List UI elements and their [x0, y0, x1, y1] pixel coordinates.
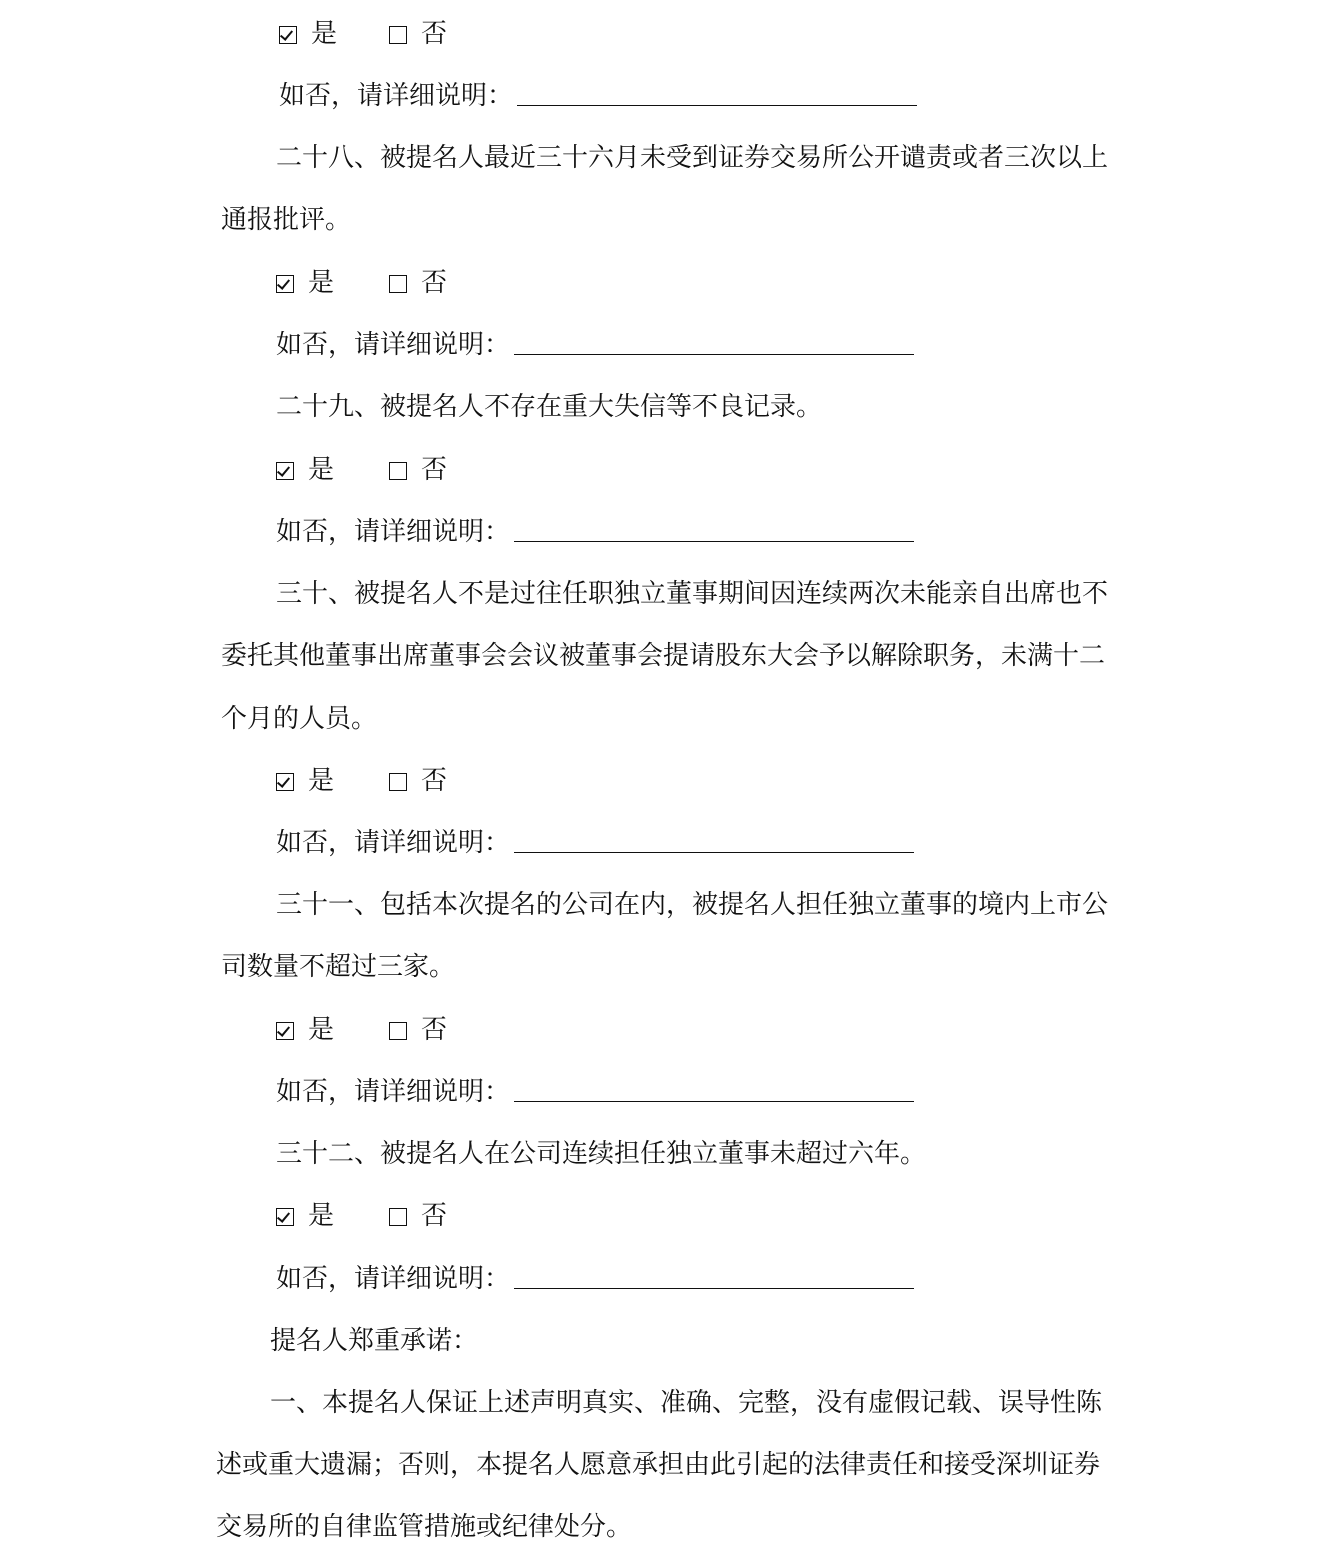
- explain-blank[interactable]: [514, 1260, 914, 1289]
- checked-box-icon[interactable]: [276, 275, 294, 293]
- explain-row-29: 如否，请详细说明：: [276, 512, 914, 552]
- answer-no-32[interactable]: 否: [389, 1196, 447, 1236]
- question-30-line-1: 三十、被提名人不是过往任职独立董事期间因连续两次未能亲自出席也不: [276, 579, 1109, 609]
- explain-blank[interactable]: [514, 824, 914, 853]
- explain-row-prev: 如否，请详细说明：: [279, 76, 917, 116]
- unchecked-box-icon[interactable]: [389, 275, 407, 293]
- question-28-line-2: 通报批评。: [221, 205, 352, 235]
- explain-blank[interactable]: [514, 1073, 914, 1102]
- checked-box-icon[interactable]: [276, 462, 294, 480]
- checked-box-icon[interactable]: [276, 773, 294, 791]
- answer-no-prev[interactable]: 否: [389, 14, 447, 54]
- unchecked-box-icon[interactable]: [389, 26, 407, 44]
- question-31-line-1: 三十一、包括本次提名的公司在内，被提名人担任独立董事的境内上市公: [276, 890, 1109, 920]
- explain-row-31: 如否，请详细说明：: [276, 1072, 914, 1112]
- question-29-line-1: 二十九、被提名人不存在重大失信等不良记录。: [276, 392, 823, 422]
- unchecked-box-icon[interactable]: [389, 1208, 407, 1226]
- pledge-title: 提名人郑重承诺：: [270, 1326, 479, 1356]
- question-30-line-2: 委托其他董事出席董事会会议被董事会提请股东大会予以解除职务，未满十二: [221, 641, 1106, 671]
- question-32-line-1: 三十二、被提名人在公司连续担任独立董事未超过六年。: [276, 1139, 927, 1169]
- explain-blank[interactable]: [514, 513, 914, 542]
- explain-blank[interactable]: [514, 326, 914, 355]
- explain-row-30: 如否，请详细说明：: [276, 823, 914, 863]
- checked-box-icon[interactable]: [276, 1208, 294, 1226]
- pledge-line-1: 一、本提名人保证上述声明真实、准确、完整，没有虚假记载、误导性陈: [270, 1388, 1103, 1418]
- pledge-line-2: 述或重大遗漏；否则，本提名人愿意承担由此引起的法律责任和接受深圳证券: [216, 1450, 1101, 1480]
- unchecked-box-icon[interactable]: [389, 773, 407, 791]
- answer-yes-31[interactable]: 是: [276, 1010, 334, 1050]
- unchecked-box-icon[interactable]: [389, 1022, 407, 1040]
- question-30-line-3: 个月的人员。: [221, 704, 378, 734]
- answer-yes-29[interactable]: 是: [276, 450, 334, 490]
- explain-row-28: 如否，请详细说明：: [276, 325, 914, 365]
- question-31-line-2: 司数量不超过三家。: [221, 952, 456, 982]
- answer-no-29[interactable]: 否: [389, 450, 447, 490]
- answer-yes-prev[interactable]: 是: [279, 14, 337, 54]
- answer-yes-30[interactable]: 是: [276, 761, 334, 801]
- answer-no-28[interactable]: 否: [389, 263, 447, 303]
- checked-box-icon[interactable]: [276, 1022, 294, 1040]
- question-28-line-1: 二十八、被提名人最近三十六月未受到证券交易所公开谴责或者三次以上: [276, 143, 1109, 173]
- explain-row-32: 如否，请详细说明：: [276, 1259, 914, 1299]
- unchecked-box-icon[interactable]: [389, 462, 407, 480]
- explain-blank[interactable]: [517, 77, 917, 106]
- answer-no-31[interactable]: 否: [389, 1010, 447, 1050]
- checked-box-icon[interactable]: [279, 26, 297, 44]
- answer-no-30[interactable]: 否: [389, 761, 447, 801]
- answer-yes-32[interactable]: 是: [276, 1196, 334, 1236]
- pledge-line-3: 交易所的自律监管措施或纪律处分。: [216, 1512, 633, 1542]
- answer-yes-28[interactable]: 是: [276, 263, 334, 303]
